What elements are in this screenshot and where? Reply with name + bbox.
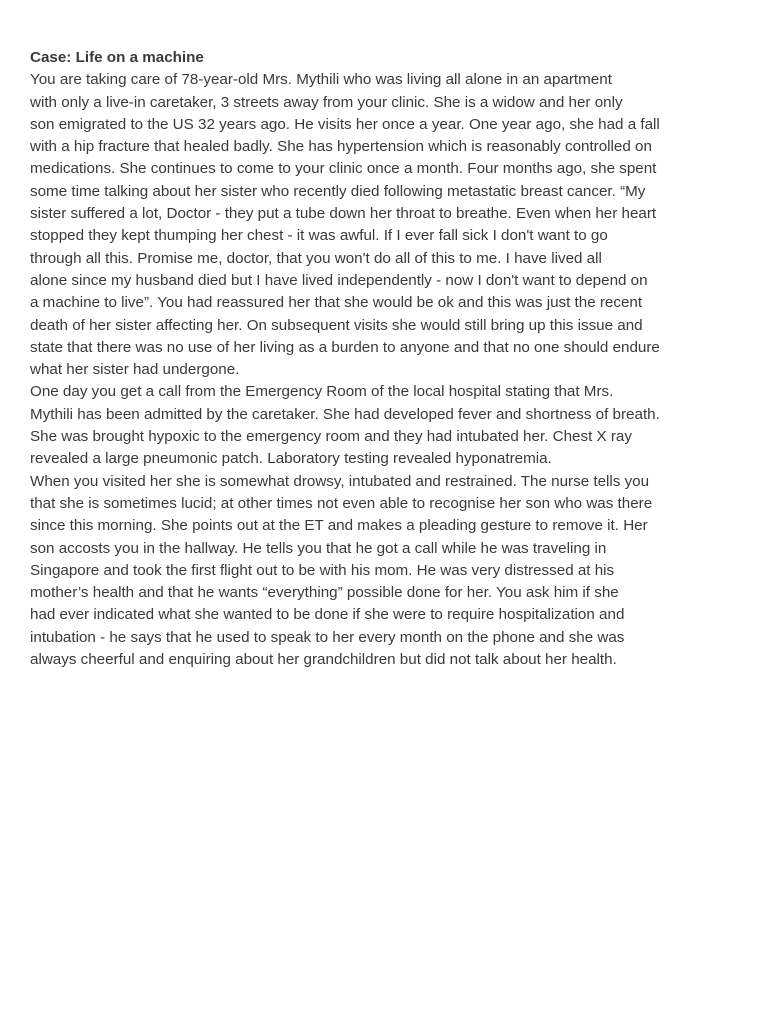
text-line: She was brought hypoxic to the emergency room and they had intubated her. Chest X ray <box>30 428 632 446</box>
text-line: since this morning. She points out at the ET and makes a pleading gesture to remove it. Her <box>30 517 648 535</box>
text-line: mother’s health and that he wants “everything” possible done for her. You ask him if she <box>30 584 619 602</box>
text-line: death of her sister affecting her. On subsequent visits she would still bring up this issue and <box>30 316 643 334</box>
paragraph-3 <box>30 471 730 672</box>
document-title: Case: Life on a machine <box>30 49 204 66</box>
text-line: medications. She continues to come to your clinic once a month. Four months ago, she spent <box>30 160 657 178</box>
text-line: sister suffered a lot, Doctor - they put a tube down her throat to breathe. Even when her heart <box>30 205 657 223</box>
paragraph-2 <box>30 381 730 470</box>
text-line: Singapore and took the first flight out to be with his mom. He was very distressed at his <box>30 561 615 579</box>
text-line: intubation - he says that he used to speak to her every month on the phone and she was <box>30 628 625 646</box>
text-line: with only a live-in caretaker, 3 streets away from your clinic. She is a widow and her only <box>30 93 623 111</box>
text-line: When you visited her she is somewhat drowsy, intubated and restrained. The nurse tells you <box>30 472 650 490</box>
text-line: revealed a large pneumonic patch. Laboratory testing revealed hyponatremia. <box>30 450 552 468</box>
text-line: what her sister had undergone. <box>30 361 240 379</box>
text-line: son accosts you in the hallway. He tells you that he got a call while he was traveling in <box>30 539 607 557</box>
text-line: state that there was no use of her living as a burden to anyone and that no one should endure <box>30 338 660 356</box>
text-line: through all this. Promise me, doctor, that you won't do all of this to me. I have lived all <box>30 249 602 267</box>
text-line: some time talking about her sister who recently died following metastatic breast cancer. “My <box>30 182 646 200</box>
text-line: Mythili has been admitted by the caretaker. She had developed fever and shortness of breath. <box>30 405 660 423</box>
text-line: alone since my husband died but I have lived independently - now I don't want to depend on <box>30 271 648 289</box>
document-body <box>30 47 730 671</box>
text-line: a machine to live”. You had reassured her that she would be ok and this was just the recent <box>30 294 643 312</box>
text-line: that she is sometimes lucid; at other times not even able to recognise her son who was there <box>30 494 653 512</box>
text-line: You are taking care of 78-year-old Mrs. Mythili who was living all alone in an apartment <box>30 71 612 89</box>
text-line: with a hip fracture that healed badly. She has hypertension which is reasonably controlled on <box>30 138 652 156</box>
text-line: son emigrated to the US 32 years ago. He visits her once a year. One year ago, she had a fall <box>30 115 660 133</box>
text-line: stopped they kept thumping her chest - it was awful. If I ever fall sick I don't want to go <box>30 227 608 245</box>
text-line: had ever indicated what she wanted to be done if she were to require hospitalization and <box>30 606 625 624</box>
text-line: always cheerful and enquiring about her grandchildren but did not talk about her health. <box>30 651 617 669</box>
text-line: One day you get a call from the Emergency Room of the local hospital stating that Mrs. <box>30 383 614 401</box>
paragraph-1 <box>30 69 730 381</box>
